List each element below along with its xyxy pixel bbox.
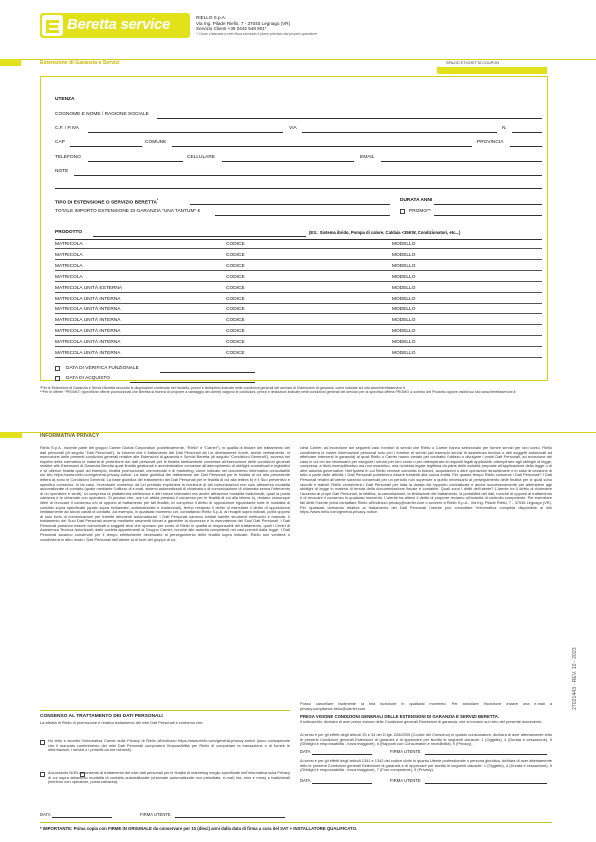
acceptance-date-label-1: DATA [300,749,311,754]
acceptance-sign-label-2: FIRMA UTENTE [390,778,421,783]
consent-sign-label: FIRMA UTENTE [140,812,171,817]
n-field[interactable] [512,132,542,133]
acceptance-sign-field-1[interactable] [425,754,547,755]
consent-title: CONSENSO AL TRATTAMENTO DEI DATI PERSONALI [40,714,163,719]
note-field-1[interactable] [74,175,542,176]
promo-field[interactable] [434,215,542,216]
verifica-field[interactable] [160,372,255,373]
telefono-label: TELEFONO [55,155,81,160]
promo-checkbox[interactable] [400,209,405,214]
document-code: 27021443 - REV. 10 - 2023 [572,647,578,710]
modello-label: MODELLO [392,285,416,291]
durata-field[interactable] [434,204,542,205]
durata-label: DURATA ANNI [400,198,433,203]
acquisto-label: DATA DI ACQUISTO [66,376,110,381]
matricola-row-line[interactable] [55,346,542,347]
acceptance-sign-label-1: FIRMA UTENTE [390,749,421,754]
cap-field[interactable] [70,146,142,147]
company-info [196,15,346,37]
modello-label: MODELLO [392,274,416,280]
privacy-title: INFORMATIVA PRIVACY [40,433,100,439]
phone-note: * Costo chiamata a rete fissa secondo il piano previsto dal proprio operatore [196,31,317,36]
tipo-field[interactable] [190,204,390,205]
matricola-label: MATRICOLA UNITÀ ESTERNA [55,285,123,291]
beretta-service-logo [40,13,190,38]
matricola-label: MATRICOLA UNITÀ INTERNA [55,296,121,302]
matricola-label: MATRICOLA [55,274,83,280]
modello-label: MODELLO [392,318,416,324]
consent-sign-field[interactable] [175,817,285,818]
modello-label: MODELLO [392,242,416,247]
matricola-row-line[interactable] [55,313,542,314]
acceptance-date-field-2[interactable] [312,783,372,784]
modello-label: MODELLO [392,296,416,302]
prodotto-hint: (ES.: Sistema ibrido, Pompa di calore, Caldaia <35KW, Condizionatori, etc...) [309,230,461,235]
footnote-2: **Per le offerte "PROMO" (specifiche offerte promozionali che Beretta si riserva di proporre a vantaggio dei clienti) valgono le condizioni, prezzi e limitazioni indicate nelle condizioni generali del servizio per la specifica offerta PROMO a corredo del Prodotto oppure visibili sul sito www.berettaservice.it [40,390,516,395]
footnotes [40,386,548,395]
cap-label: CAP [55,140,65,145]
codice-label: CODICE [226,351,245,356]
important-note: * IMPORTANTE: Prima copia con FIRME IN ORIGINALE da conservare per 10 (dieci) anni dalla data di firma a cura del SAT + INSTALLATORE QUALIFICATO. [40,826,358,831]
matricola-row-line[interactable] [55,281,542,282]
consent-privacy-text: Ho letto e accetto l’informativa Carrier sulla Privacy di Riello all’indirizzo https://www.riello.com/general-privacy-notice (sono consapevole che il mancato conferimento dei miei Dati Personali comporterà l’impossibilità per Riello di completare la transazione o di fornire le informazioni, i servizi o i prodotti da me richiesti). [48,739,290,753]
matricola-label: MATRICOLA UNITÀ INTERNA [55,307,121,313]
telefono-field[interactable] [88,161,183,162]
email-field[interactable] [381,161,542,162]
acceptance-sign-field-2[interactable] [425,783,547,784]
modello-label: MODELLO [392,351,416,356]
company-name: RIELLO S.p.A. [196,15,227,20]
codice-label: CODICE [226,263,245,269]
via-field[interactable] [302,132,497,133]
company-address: Via Ing. Pilade Riello, 7 - 37045 Legnago (VR) [196,20,291,26]
note-field-2[interactable] [55,188,542,189]
promo-label: PROMO** [409,209,431,214]
verifica-label: DATA DI VERIFICA FUNZIONALE [66,366,139,371]
prodotto-label: PRODOTTO [55,230,83,235]
codice-label: CODICE [226,340,245,346]
cognome-label: COGNOME E NOME / RAGIONE SOCIALE [55,112,149,117]
cellulare-label: CELLULARE [187,155,215,160]
sticker-area [437,67,547,74]
acceptance-consumer-text: Ai sensi e per gli effetti degli articoli 33 e 34 del D.lgs. 206/2005 (Codice del Consumo) in quanto consumatore, dichiara di aver attentamente letto le presenti Condizioni generali Estensioni di garanzia e di approvare per iscritto le seguenti clausole: 1 (Oggetto), 4 (Durata e cessazione), 5 (Obblighi e responsabilità - forza maggiore), 6 (Rapporti con Consumatori e recedibilità), 9 (Privacy). [300,733,552,747]
acceptance-title: PRESA VISIONE CONDIZIONI GENERALI DELLE ESTENSIONI DI GARANZIA E SERVIZI BERETTA. [300,714,500,719]
matricola-row-line[interactable] [55,335,542,336]
matricola-row-line[interactable] [55,303,542,304]
modello-label: MODELLO [392,329,416,335]
privacy-text-col1: Riello S.p.A., facente parte del gruppo Carrier Global Corporation (collettivamente, “Riello” e “Carrier”), in qualità di titolare del trattamento dei dati personali (di seguito “Dati Personali”), la informa che il trattamento dei Dati Personali da Lei direttamente forniti, anche verbalmente, in esecuzione delle presenti condizioni generali relative alle Estensioni di garanzia e Servizi Beretta (di seguito “Condizioni Generali”), avverrà nel rispetto della normativa in materia di protezione dei dati personali per le finalità strettamente connesse all’esecuzione delle condizioni generali relative alle Estensioni di Garanzia Beretta quali finalità gestionali e amministrative connesse all’adempimento di obblighi contrattuali e legislativi e ivi ulteriori finalità quali, ad esempio, finalità promozionali, commerciali e di marketing, come indicato nel documento informativo consultabile sul sito https://www.riello.com/general-privacy-notice. La base giuridica del trattamento dei Dati Personali per le finalità di cui alla precedente lettera a) sono le Condizioni Generali. La base giuridica del trattamento dei Dati Personali per le finalità di cui alla lettera b) è il Suo preventivo e specifico consenso. In tal caso, l’eventuale consenso da Lei prestato implicherà la ricezione di tali comunicazioni non solo attraverso modalità automatizzate di contatto (quale mediante l’utilizzo di e-mail, sistemi automatizzati di chiamata o di comunicazione di chiamata senza l’intervento di un operatore e simili), ivi compresa la piattaforma elettronica e altri mezzi telematici ma anche attraverso modalità tradizionali, quali la posta cartacea e le chiamate con operatore. Si precisa che, ove Lei abbia prestato il consenso per le finalità di cui alla lettera b), restano comunque liberi di revocare il consenso e/o di opporsi al trattamento per tali finalità, ivi compreso il diritto di opposizione riguardante tutte le modalità di contatto sopra specificate (quale sopra richiamate, automatizzate e tradizionali), fermo restando il diritto di esercitare il diritto di opposizione limitatamente ad alcuni canali di contatto. Ad esempio, in qualsiasi momento Lei, contattando Riello S.p.A. ai recapiti sopra indicati, potrà opporsi al solo invio di comunicazioni per tramite strumenti automatizzati. I Dati Personali saranno trattati tramite strumenti elettronici e manuali. Il trattamento dei Suoi Dati Personali avverrà mediante strumenti idonei a garantire la sicurezza e la riservatezza dei Suoi Dati Personali. I Dati Personali potranno essere comunicati a soggetti terzi che operano per conto di Riello in qualità di responsabili del trattamento, quali i Centri di Assistenza Tecnica Autorizzati, dalle società appartenenti al Gruppo Carrier, nonché alle autorità competenti nei casi previsti dalla legge. I Dati Personali saranno conservati per il tempo strettamente necessario al perseguimento delle finalità sopra indicate. Riello non venderà o condividerà in altro modo i Dati Personali dell’utente al di fuori del gruppo di so- [40,446,290,542]
matricola-row-line[interactable] [55,324,542,325]
consent-privacy-checkbox[interactable] [40,740,45,745]
acceptance-date-label-2: DATA [300,778,311,783]
matricola-row-line[interactable] [55,248,542,249]
matricola-row-line[interactable] [55,270,542,271]
tipo-label: TIPO DI ESTENSIONE O SERVIZIO BERETTA* [55,198,159,206]
consent-date-field[interactable] [52,817,112,818]
matricola-label: MATRICOLA [55,252,83,258]
matricola-label: MATRICOLA [55,242,83,247]
prodotto-divider [55,239,542,240]
footnote-1: *Per le Estensioni di Garanzia e Servizi Beretta secondo le disposizioni contenute nel modello, prezzi e limitazioni indicate nelle condizioni generali del servizio di Estensione di garanzia, come indicate sul sito www.berettaservice.it [40,386,405,390]
matricola-label: MATRICOLA UNITÀ INTERNA [55,340,121,346]
codice-label: CODICE [226,318,245,324]
note-label: NOTE [55,169,69,174]
title-bar-accent [0,59,21,66]
cf-field[interactable] [88,132,283,133]
provincia-label: PROVINCIA [477,140,504,145]
matricola-row-line[interactable] [55,292,542,293]
privacy-text-col2: cietà Carrier, ad eccezione dei seguenti casi: fornitori di servizi che Riello o Carrier hanno selezionato per fornire servizi per loro conto. Riello condividerà le vostre informazioni personali solo con i fornitori di servizi (ad esempio servizi di assistenza tecnica o altri soggetti autorizzati ad effettuare interventi in garanzia) ai quali Riello o Carrier hanno vietato per contratto l’utilizzo o divulgare i vostri Dati Personali, ad eccezione del caso in cui ciò sia necessario per eseguire i servizi per loro conto o per ottemperare ai requisiti legali applicabili; ottemperare agli obblighi di legge, compresa, a titolo esemplificativo ma non esaustivo, una richiesta legale legittima da parte delle autorità preposte all’applicazione della legge o di altre autorità governative. Nell’ipotesi in cui Riello venisse coinvolta in fusioni, acquisizioni o altre operazioni straordinarie o in caso di cessione di tutto o parte delle attività, i Dati Personali potrebbero essere trasferiti alla nuova entità. Per quanto tempo Riello conserva i Dati Personali? I Dati Personali relativi all’utente saranno conservati per un periodo non superiore a quello necessario al perseguimento delle finalità per le quali sono raccolti e trattati. Riello conserverà i Dati Personali per tutta la durata del rapporto contrattuale e anche successivamente per adempiere agli obblighi di legge in materia di tenuta della documentazione fiscale e contabile. Quali sono i diritti dell’utente? L’utente ha il diritto di richiedere l’accesso ai propri Dati Personali, la rettifica, la cancellazione, la limitazione del trattamento, la portabilità dei dati, nonché di opporsi al trattamento e di revocare il consenso in qualsiasi momento. L’utente ha altresì il diritto di proporre reclamo all’autorità di controllo competente. Per esercitare tali diritti l’utente potrà contattare Riello all’indirizzo privacy@carrier.com o scrivere a Riello S.p.A., Via Ing. Pilade Riello, 7 - 37045 Legnago (VR). Per qualsiasi domanda relativa al trattamento dei Dati Personali l’utente può consultare l’informativa completa disponibile al link https://www.riello.com/general-privacy-notice. [300,446,552,515]
privacy-bar-accent [0,432,22,438]
acceptance-business-text: Ai sensi e per gli effetti degli articoli 1341 e 1342 del codice civile in quanto Utente professionale o persona giuridica, dichiara di aver attentamente letto le presenti Condizioni generali Estensioni di garanzia e di approvare per iscritto le seguenti clausole: 1 (Oggetto), 4 (Durata e cessazione), 5 (Obblighi e responsabilità - forza maggiore), 7 (Foro competente), 9 (Privacy). [300,759,552,773]
matricola-row-line[interactable] [55,357,542,358]
consent-divider [40,710,290,711]
matricola-label: MATRICOLA UNITÀ INTERNA [55,351,121,356]
company-phone: Servizio Clienti +39 0442 548 901* [196,26,267,32]
acquisto-checkbox[interactable] [55,376,60,381]
codice-label: CODICE [226,307,245,313]
modello-label: MODELLO [392,263,416,269]
prodotto-field[interactable] [93,236,306,237]
consent-date-label: DATA [40,812,51,817]
matricola-label: MATRICOLA [55,263,83,269]
consent-marketing-text: Acconsento NON acconsento al trattamento dei miei dati personali per le finalità di marketing meglio specificate nell’informativa sulla Privacy di cui sopra attraverso modalità di contatto automatizzate (chiamate automatizzate non presidiate, e-mail, fax, sms e mms) e tradizionali (telefono con operatore, posta cartacea). [48,771,290,785]
privacy-unsubscribe: Posso cancellare facilmente la mia iscrizione in qualsiasi momento. Per annullare l’iscrizione inviare una e-mail a privacy.compliance.riello@carrier.com [300,702,552,711]
totale-label: TOTALE IMPORTO ESTENSIONE DI GARANZIA "UNA TANTUM" € [55,209,201,214]
cf-label: C.F. / P.IVA [55,126,79,131]
acceptance-intro: Il sottoscritto, dichiara di aver preso visione delle Condizioni generali Estensioni di garanzia, che si trovano sul retro del presente documento. [300,720,543,724]
via-label: VIA [289,126,297,131]
consent-intro: La attività di Riello di promozione e relativo trattamento dei miei Dati Personali e conformo che: [40,721,204,725]
codice-label: CODICE [226,242,245,247]
provincia-field[interactable] [510,146,542,147]
modello-label: MODELLO [392,340,416,346]
utenza-heading: UTENZA [55,97,75,102]
n-label: N. [502,126,507,131]
acceptance-date-field-1[interactable] [312,754,372,755]
comune-label: COMUNE [145,140,167,145]
codice-label: CODICE [226,285,245,291]
codice-label: CODICE [226,274,245,280]
section-title: Estensione di Garanzia e Servizi [40,60,120,66]
codice-label: CODICE [226,296,245,302]
acquisto-field[interactable] [130,382,255,383]
codice-label: CODICE [226,252,245,258]
bottom-divider [40,822,552,823]
consent-marketing-yes-checkbox[interactable] [40,772,45,777]
cognome-field[interactable] [157,118,542,119]
matricola-row-line[interactable] [55,259,542,260]
matricola-label: MATRICOLA UNITÀ INTERNA [55,318,121,324]
modello-label: MODELLO [392,307,416,313]
codice-label: CODICE [226,329,245,335]
sticker-label: SPAZIO ETICHETTA COUPON [446,61,500,65]
comune-field[interactable] [172,146,472,147]
cellulare-field[interactable] [222,161,354,162]
totale-field[interactable] [215,215,390,216]
logo-text: Beretta service [67,16,171,33]
modello-label: MODELLO [392,252,416,258]
matricola-label: MATRICOLA UNITÀ INTERNA [55,329,121,335]
privacy-bar-line [20,432,596,433]
email-label: EMAIL [360,155,375,160]
verifica-checkbox[interactable] [55,366,60,371]
